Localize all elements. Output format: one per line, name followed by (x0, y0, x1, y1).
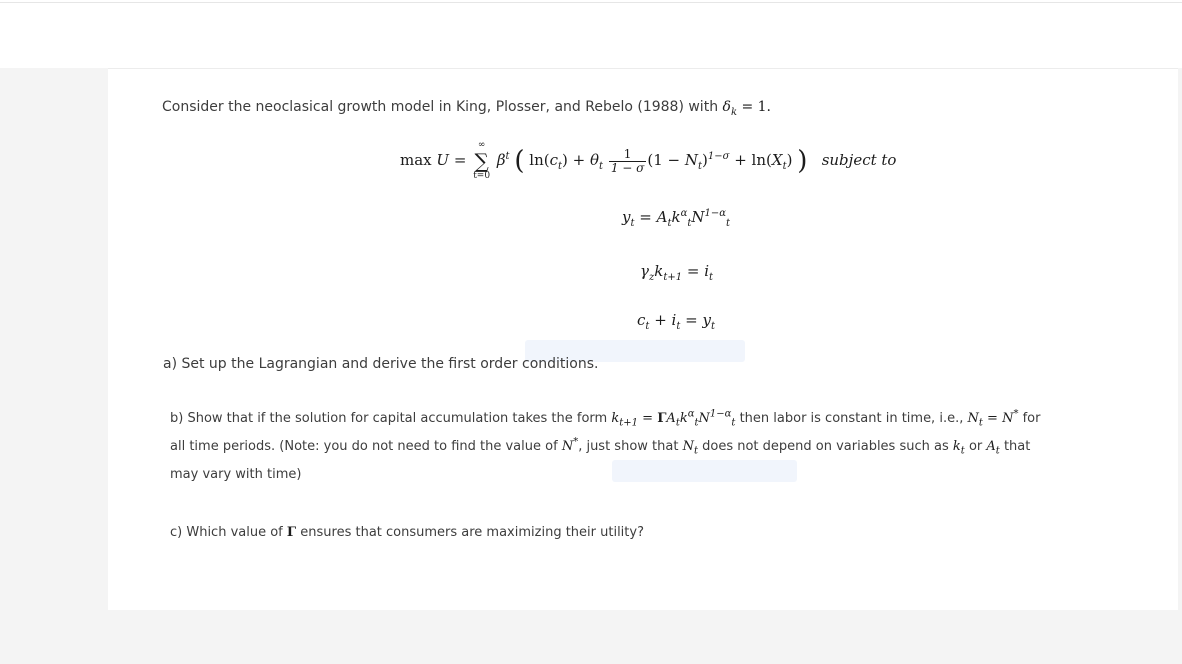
subject-to: subject to (821, 151, 897, 169)
summation: ∞ ∑ t=0 (473, 140, 491, 181)
part-b-line-1: b) Show that if the solution for capital accumulation takes the form $k_{t+1} = \Gamma A_tk^\alpha_tN^{1-\alpha}_t$ then labor is constant in time, i.e., $N_t = N^*$ for (170, 408, 1041, 429)
resource-constraint: $c_t + i_t = y_t$ (637, 311, 716, 332)
intro-line: Consider the neoclasical growth model in King, Plosser, and Rebelo (1988) with $\delta_k = 1$. (162, 99, 772, 118)
objective-function: max U = ∞ ∑ t=0 $\beta^t$ ( $\ln(c_t) + \theta_t$ $\frac{1}{1 - \sigma}$ $(1 - N_t)^{1-\sigma} + \ln(X_t)$ ) subject to (400, 140, 897, 181)
part-a: a) Set up the Lagrangian and derive the first order conditions. (163, 356, 599, 372)
part-b-line-2: all time periods. (Note: you do not need to find the value of N*, just show that $N_t$ does not depend on variables such as $k_t$ or $A_t$ that (170, 436, 1031, 457)
part-b-line-3: may vary with time) (170, 467, 302, 482)
faint-overlay (612, 460, 797, 482)
part-c: c) Which value of Γ ensures that consumers are maximizing their utility? (170, 525, 644, 540)
capital-constraint: $\gamma_zk_{t+1} = i_t$ (640, 262, 714, 283)
right-margin (1178, 68, 1182, 609)
left-margin (0, 68, 108, 664)
delta-symbol: δ (722, 99, 731, 115)
fraction: $\frac{1}{1 - \sigma}$ (610, 146, 645, 175)
intro-text: Consider the neoclasical growth model in King, Plosser, and Rebelo (1988) with (162, 99, 719, 115)
bottom-margin (0, 609, 1182, 664)
top-divider (0, 2, 1182, 3)
production-constraint: $y_t = A_tk^\alpha_tN^{1-\alpha}_t$ (622, 208, 731, 229)
